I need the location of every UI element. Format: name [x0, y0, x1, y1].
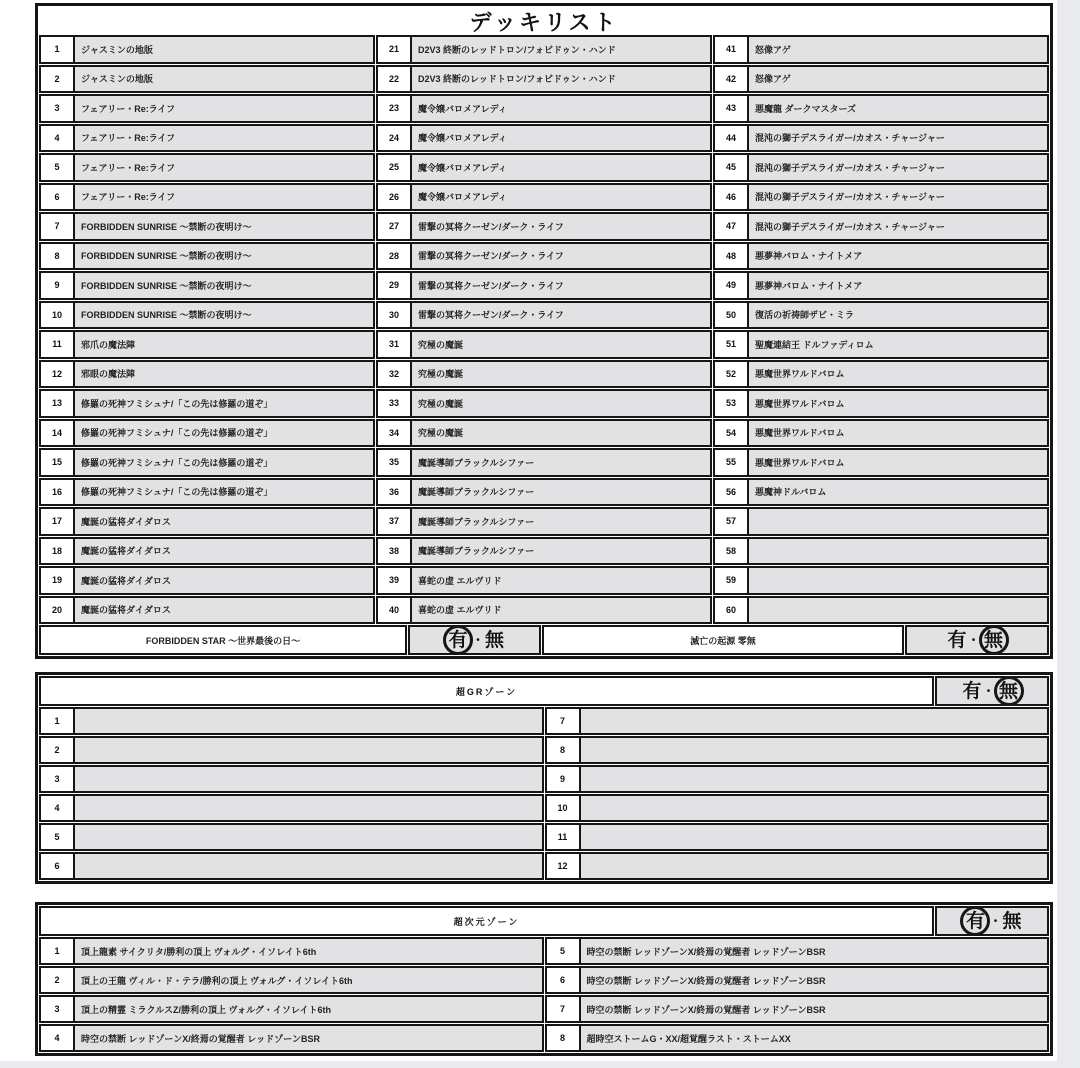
slot-number: 10	[547, 796, 581, 820]
slot-card-name: ジャスミンの地版	[75, 37, 373, 62]
card-slot	[545, 707, 1050, 735]
slot-card-name: 混沌の獅子デスライガー/カオス・チャージャー	[749, 185, 1047, 210]
card-slot	[39, 707, 544, 735]
availability-option-marked: 無	[994, 676, 1024, 706]
card-slot	[39, 478, 375, 507]
slot-card-name: 悪魔龍 ダークマスターズ	[749, 96, 1047, 121]
card-slot	[713, 153, 1049, 182]
availability-options	[947, 631, 1006, 650]
slot-number: 36	[378, 480, 412, 505]
slot-number: 7	[547, 997, 581, 1021]
slot-number: 8	[547, 1026, 581, 1050]
slot-card-name	[581, 825, 1048, 849]
slot-number: 31	[378, 332, 412, 357]
slot-number: 43	[715, 96, 749, 121]
slot-number: 24	[378, 126, 412, 151]
card-slot	[376, 478, 712, 507]
slot-number: 23	[378, 96, 412, 121]
card-slot	[39, 419, 375, 448]
slot-number: 25	[378, 155, 412, 180]
slot-column	[713, 35, 1049, 624]
slot-card-name	[749, 568, 1047, 593]
slot-card-name: 究極の魔誕	[412, 362, 710, 387]
hyperspatial-zone-header	[39, 906, 1049, 936]
card-slot	[713, 360, 1049, 389]
slot-card-name: 修羅の死神フミシュナ/「この先は修羅の道ぞ」	[75, 450, 373, 475]
slot-card-name: 悪魔世界ワルドバロム	[749, 421, 1047, 446]
slot-card-name: 魔令嬢バロメアレディ	[412, 155, 710, 180]
slot-card-name: 悪魔神ドルバロム	[749, 480, 1047, 505]
card-slot	[376, 537, 712, 566]
footer-availability	[408, 625, 541, 655]
footer-availability	[905, 625, 1049, 655]
slot-number: 17	[41, 509, 75, 534]
card-slot	[713, 301, 1049, 330]
card-slot	[39, 937, 544, 965]
slot-card-name: 悪魔世界ワルドバロム	[749, 450, 1047, 475]
slot-number: 4	[41, 1026, 75, 1050]
slot-number: 40	[378, 598, 412, 623]
slot-card-name: フェアリー・Re:ライフ	[75, 96, 373, 121]
card-slot	[713, 419, 1049, 448]
slot-number: 7	[547, 709, 581, 733]
gr-zone-header	[39, 676, 1049, 706]
slot-column	[545, 707, 1050, 880]
slot-card-name	[749, 598, 1047, 623]
slot-card-name	[581, 767, 1048, 791]
card-slot	[39, 330, 375, 359]
slot-card-name: 修羅の死神フミシュナ/「この先は修羅の道ぞ」	[75, 480, 373, 505]
slot-number: 1	[41, 709, 75, 733]
slot-number: 29	[378, 273, 412, 298]
card-slot	[713, 478, 1049, 507]
slot-number: 45	[715, 155, 749, 180]
slot-card-name: 頂上の王龍 ヴィル・ド・テラ/勝利の頂上 ヴォルグ・イソレイト6th	[75, 968, 542, 992]
slot-number: 10	[41, 303, 75, 328]
slot-column	[39, 937, 544, 1052]
hyperspatial-zone-grid	[39, 937, 1049, 1052]
gr-zone-grid	[39, 707, 1049, 880]
card-slot	[713, 35, 1049, 64]
card-slot	[713, 94, 1049, 123]
slot-number: 22	[378, 67, 412, 92]
slot-number: 6	[547, 968, 581, 992]
slot-number: 5	[547, 939, 581, 963]
slot-card-name	[75, 767, 542, 791]
card-slot	[39, 566, 375, 595]
card-slot	[376, 271, 712, 300]
slot-card-name	[75, 796, 542, 820]
slot-card-name: 時空の禁断 レッドゾーンX/終焉の覚醒者 レッドゾーンBSR	[581, 997, 1048, 1021]
slot-number: 49	[715, 273, 749, 298]
slot-number: 1	[41, 939, 75, 963]
deck-sheet-content	[35, 3, 1053, 1056]
slot-number: 11	[41, 332, 75, 357]
slot-card-name	[75, 709, 542, 733]
slot-number: 42	[715, 67, 749, 92]
card-slot	[39, 183, 375, 212]
slot-number: 57	[715, 509, 749, 534]
slot-number: 39	[378, 568, 412, 593]
slot-number: 20	[41, 598, 75, 623]
slot-card-name: FORBIDDEN SUNRISE ～禁断の夜明け～	[75, 214, 373, 239]
card-slot	[39, 537, 375, 566]
slot-number: 53	[715, 391, 749, 416]
footer-set-label: FORBIDDEN STAR ～世界最後の日～	[39, 625, 407, 655]
slot-card-name: ジャスミンの地版	[75, 67, 373, 92]
page-margin-right	[1057, 0, 1080, 1068]
slot-number: 12	[547, 854, 581, 878]
slot-number: 35	[378, 450, 412, 475]
slot-column	[39, 35, 375, 624]
card-slot	[545, 995, 1050, 1023]
card-slot	[545, 736, 1050, 764]
card-slot	[376, 419, 712, 448]
card-slot	[39, 736, 544, 764]
card-slot	[376, 183, 712, 212]
card-slot	[39, 966, 544, 994]
card-slot	[545, 852, 1050, 880]
slot-number: 34	[378, 421, 412, 446]
slot-card-name: 魔令嬢バロメアレディ	[412, 185, 710, 210]
card-slot	[39, 212, 375, 241]
card-slot	[713, 537, 1049, 566]
slot-card-name: 混沌の獅子デスライガー/カオス・チャージャー	[749, 126, 1047, 151]
slot-number: 48	[715, 244, 749, 269]
slot-number: 4	[41, 126, 75, 151]
slot-card-name: 魔誕導師ブラックルシファー	[412, 450, 710, 475]
slot-card-name: 魔誕の猛将ダイダロス	[75, 539, 373, 564]
deck-list-title: デッキリスト	[469, 9, 619, 35]
card-slot	[376, 389, 712, 418]
slot-number: 52	[715, 362, 749, 387]
slot-card-name: 究極の魔誕	[412, 391, 710, 416]
slot-card-name: 雷撃の冥将クーゼン/ダーク・ライフ	[412, 244, 710, 269]
slot-number: 8	[41, 244, 75, 269]
slot-card-name: 魔誕導師ブラックルシファー	[412, 480, 710, 505]
availability-options	[962, 682, 1021, 701]
slot-number: 44	[715, 126, 749, 151]
card-slot	[713, 212, 1049, 241]
slot-card-name: 魔誕の猛将ダイダロス	[75, 509, 373, 534]
gr-zone-title: 超GRゾーン	[39, 676, 934, 706]
slot-number: 6	[41, 185, 75, 210]
slot-number: 15	[41, 450, 75, 475]
card-slot	[376, 35, 712, 64]
slot-card-name: 超時空ストームG・XX/超覚醒ラスト・ストームXX	[581, 1026, 1048, 1050]
availability-option-marked: 有	[960, 906, 990, 936]
slot-card-name: 究極の魔誕	[412, 332, 710, 357]
card-slot	[545, 937, 1050, 965]
card-slot	[713, 389, 1049, 418]
slot-number: 1	[41, 37, 75, 62]
card-slot	[39, 271, 375, 300]
card-slot	[713, 183, 1049, 212]
slot-number: 16	[41, 480, 75, 505]
slot-number: 54	[715, 421, 749, 446]
slot-number: 26	[378, 185, 412, 210]
card-slot	[376, 242, 712, 271]
slot-number: 55	[715, 450, 749, 475]
availability-option-marked: 有	[443, 625, 473, 655]
deck-list-section	[35, 3, 1053, 659]
slot-number: 21	[378, 37, 412, 62]
slot-number: 46	[715, 185, 749, 210]
card-slot	[713, 242, 1049, 271]
slot-card-name: D2V3 終断のレッドトロン/フォビドゥン・ハンド	[412, 37, 710, 62]
slot-card-name: FORBIDDEN SUNRISE ～禁断の夜明け～	[75, 273, 373, 298]
card-slot	[376, 124, 712, 153]
gr-zone-availability	[935, 676, 1049, 706]
card-slot	[376, 448, 712, 477]
card-slot	[376, 212, 712, 241]
card-slot	[39, 995, 544, 1023]
slot-card-name: 雷撃の冥将クーゼン/ダーク・ライフ	[412, 214, 710, 239]
slot-card-name: 時空の禁断 レッドゾーンX/終焉の覚醒者 レッドゾーンBSR	[75, 1026, 542, 1050]
hyperspatial-zone-title: 超次元ゾーン	[39, 906, 934, 936]
slot-card-name	[581, 796, 1048, 820]
slot-card-name: 混沌の獅子デスライガー/カオス・チャージャー	[749, 155, 1047, 180]
slot-card-name	[581, 854, 1048, 878]
slot-number: 12	[41, 362, 75, 387]
slot-card-name	[75, 825, 542, 849]
slot-card-name: 究極の魔誕	[412, 421, 710, 446]
card-slot	[39, 124, 375, 153]
slot-card-name: D2V3 終断のレッドトロン/フォビドゥン・ハンド	[412, 67, 710, 92]
slot-number: 38	[378, 539, 412, 564]
hyperspatial-zone-availability	[935, 906, 1049, 936]
availability-option: 有	[962, 680, 982, 702]
card-slot	[545, 765, 1050, 793]
card-slot	[376, 360, 712, 389]
slot-number: 60	[715, 598, 749, 623]
slot-number: 14	[41, 421, 75, 446]
slot-number: 59	[715, 568, 749, 593]
slot-card-name: 怒像アゲ	[749, 37, 1047, 62]
slot-number: 30	[378, 303, 412, 328]
slot-card-name: 魔誕の猛将ダイダロス	[75, 568, 373, 593]
slot-number: 58	[715, 539, 749, 564]
card-slot	[39, 153, 375, 182]
slot-card-name: 復活の祈祷師ザビ・ミラ	[749, 303, 1047, 328]
hyperspatial-zone-section	[35, 902, 1053, 1056]
slot-card-name	[75, 738, 542, 762]
card-slot	[713, 566, 1049, 595]
slot-card-name: 頂上龍素 サイクリタ/勝利の頂上 ヴォルグ・イソレイト6th	[75, 939, 542, 963]
card-slot	[376, 330, 712, 359]
card-slot	[39, 507, 375, 536]
slot-number: 47	[715, 214, 749, 239]
slot-card-name: 悪魔世界ワルドバロム	[749, 362, 1047, 387]
slot-card-name	[749, 509, 1047, 534]
card-slot	[713, 65, 1049, 94]
availability-separator: ・	[989, 914, 1002, 928]
slot-number: 3	[41, 997, 75, 1021]
slot-card-name: FORBIDDEN SUNRISE ～禁断の夜明け～	[75, 303, 373, 328]
slot-number: 51	[715, 332, 749, 357]
card-slot	[39, 242, 375, 271]
gr-zone-section	[35, 672, 1053, 884]
card-slot	[39, 448, 375, 477]
card-slot	[39, 389, 375, 418]
slot-card-name: 雷撃の冥将クーゼン/ダーク・ライフ	[412, 273, 710, 298]
slot-card-name: 悪夢神バロム・ナイトメア	[749, 244, 1047, 269]
slot-card-name: 魔令嬢バロメアレディ	[412, 96, 710, 121]
card-slot	[713, 596, 1049, 625]
slot-card-name	[581, 738, 1048, 762]
card-slot	[39, 360, 375, 389]
deck-list-grid	[39, 35, 1049, 624]
slot-number: 2	[41, 968, 75, 992]
slot-card-name	[749, 539, 1047, 564]
slot-number: 19	[41, 568, 75, 593]
slot-card-name: 修羅の死神フミシュナ/「この先は修羅の道ぞ」	[75, 421, 373, 446]
card-slot	[713, 448, 1049, 477]
card-slot	[376, 566, 712, 595]
slot-number: 37	[378, 509, 412, 534]
slot-card-name: 頂上の精霊 ミラクルスZ/勝利の頂上 ヴォルグ・イソレイト6th	[75, 997, 542, 1021]
card-slot	[545, 794, 1050, 822]
slot-card-name: 悪夢神バロム・ナイトメア	[749, 273, 1047, 298]
slot-card-name: 雷撃の冥将クーゼン/ダーク・ライフ	[412, 303, 710, 328]
slot-card-name: 魔誕導師ブラックルシファー	[412, 539, 710, 564]
card-slot	[39, 301, 375, 330]
slot-number: 5	[41, 155, 75, 180]
card-slot	[376, 301, 712, 330]
availability-options	[445, 631, 504, 650]
card-slot	[376, 153, 712, 182]
card-slot	[713, 271, 1049, 300]
availability-option: 有	[947, 629, 967, 651]
availability-separator: ・	[967, 633, 980, 647]
slot-number: 41	[715, 37, 749, 62]
card-slot	[376, 507, 712, 536]
availability-separator: ・	[471, 633, 484, 647]
availability-option: 無	[485, 629, 505, 651]
slot-card-name: 邪眼の魔法陣	[75, 362, 373, 387]
slot-number: 50	[715, 303, 749, 328]
slot-number: 18	[41, 539, 75, 564]
card-slot	[545, 966, 1050, 994]
slot-number: 5	[41, 825, 75, 849]
slot-number: 27	[378, 214, 412, 239]
slot-column	[39, 707, 544, 880]
slot-number: 3	[41, 96, 75, 121]
slot-number: 7	[41, 214, 75, 239]
slot-card-name: 魔誕導師ブラックルシファー	[412, 509, 710, 534]
slot-card-name	[581, 709, 1048, 733]
slot-card-name: フェアリー・Re:ライフ	[75, 155, 373, 180]
slot-card-name: 時空の禁断 レッドゾーンX/終焉の覚醒者 レッドゾーンBSR	[581, 968, 1048, 992]
card-slot	[376, 596, 712, 625]
slot-number: 28	[378, 244, 412, 269]
slot-column	[376, 35, 712, 624]
slot-card-name: 修羅の死神フミシュナ/「この先は修羅の道ぞ」	[75, 391, 373, 416]
slot-number: 33	[378, 391, 412, 416]
footer-set-label: 滅亡の起源 零無	[542, 625, 904, 655]
slot-number: 9	[41, 273, 75, 298]
card-slot	[39, 35, 375, 64]
card-slot	[39, 596, 375, 625]
slot-card-name	[75, 854, 542, 878]
card-slot	[545, 1024, 1050, 1052]
slot-card-name: フェアリー・Re:ライフ	[75, 185, 373, 210]
card-slot	[39, 94, 375, 123]
availability-options	[962, 912, 1021, 931]
slot-card-name: 時空の禁断 レッドゾーンX/終焉の覚醒者 レッドゾーンBSR	[581, 939, 1048, 963]
slot-card-name: 喜蛇の虚 エルヴリド	[412, 568, 710, 593]
card-slot	[713, 124, 1049, 153]
deck-list-footer	[39, 625, 1049, 655]
slot-number: 2	[41, 67, 75, 92]
card-slot	[39, 65, 375, 94]
slot-number: 13	[41, 391, 75, 416]
slot-number: 56	[715, 480, 749, 505]
slot-number: 11	[547, 825, 581, 849]
card-slot	[39, 1024, 544, 1052]
slot-card-name: 混沌の獅子デスライガー/カオス・チャージャー	[749, 214, 1047, 239]
card-slot	[39, 794, 544, 822]
slot-card-name: FORBIDDEN SUNRISE ～禁断の夜明け～	[75, 244, 373, 269]
slot-card-name: 魔誕の猛将ダイダロス	[75, 598, 373, 623]
slot-card-name: フェアリー・Re:ライフ	[75, 126, 373, 151]
card-slot	[39, 765, 544, 793]
card-slot	[376, 65, 712, 94]
card-slot	[39, 852, 544, 880]
slot-number: 2	[41, 738, 75, 762]
page-margin-bottom	[0, 1061, 1080, 1068]
slot-number: 8	[547, 738, 581, 762]
slot-card-name: 聖魔連結王 ドルファディロム	[749, 332, 1047, 357]
card-slot	[376, 94, 712, 123]
availability-separator: ・	[982, 684, 995, 698]
slot-number: 4	[41, 796, 75, 820]
slot-column	[545, 937, 1050, 1052]
card-slot	[545, 823, 1050, 851]
slot-number: 9	[547, 767, 581, 791]
slot-card-name: 悪魔世界ワルドバロム	[749, 391, 1047, 416]
slot-number: 32	[378, 362, 412, 387]
card-slot	[713, 507, 1049, 536]
card-slot	[713, 330, 1049, 359]
slot-card-name: 怒像アゲ	[749, 67, 1047, 92]
slot-card-name: 邪爪の魔法陣	[75, 332, 373, 357]
availability-option-marked: 無	[979, 625, 1009, 655]
slot-card-name: 魔令嬢バロメアレディ	[412, 126, 710, 151]
slot-number: 6	[41, 854, 75, 878]
availability-option: 無	[1002, 910, 1022, 932]
card-slot	[39, 823, 544, 851]
slot-number: 3	[41, 767, 75, 791]
slot-card-name: 喜蛇の虚 エルヴリド	[412, 598, 710, 623]
